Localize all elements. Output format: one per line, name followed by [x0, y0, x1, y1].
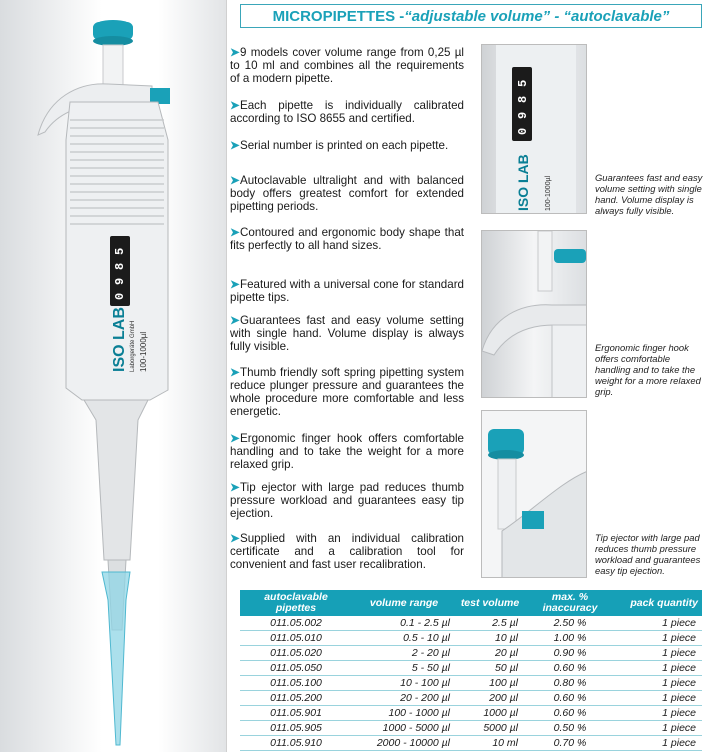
table-row: 011.05.910 2000 - 10000 µl 10 ml 0.70 % 1 piece [240, 736, 702, 751]
table-header-row [240, 590, 702, 616]
feature-item: ➤Serial number is printed on each pipette. [230, 139, 449, 152]
detail-photo-finger-hook [481, 230, 587, 398]
title-subtitle: “adjustable volume” - “autoclavable” [404, 7, 670, 25]
specification-table [240, 590, 702, 751]
arrow-right-icon: ➤ [230, 174, 240, 187]
caption-tip-ejector: Tip ejector with large pad reduces thumb pressure workload and guarantees easy tip ejection. [595, 532, 701, 576]
volume-range-label: 100-1000µl [139, 331, 148, 372]
table-row: 011.05.050 5 - 50 µl 50 µl 0.60 % 1 piece [240, 661, 702, 676]
arrow-right-icon: ➤ [230, 532, 240, 545]
pipette-tip [102, 572, 130, 745]
feature-item: ➤Ergonomic finger hook offers comfortable handling and to take the weight for a more relaxed grip. [230, 432, 464, 471]
feature-item: ➤Contoured and ergonomic body shape that fits perfectly to all hand sizes. [230, 226, 464, 252]
arrow-right-icon: ➤ [230, 278, 240, 291]
svg-text:ISO: ISO [515, 186, 531, 211]
feature-item: ➤Thumb friendly soft spring pipetting system reduce plunger pressure and guarantees the whole procedure more comfortable and less energetic. [230, 366, 464, 418]
svg-text:9: 9 [516, 111, 530, 119]
table-row: 011.05.010 0.5 - 10 µl 10 µl 1.00 % 1 piece [240, 631, 702, 646]
product-image-panel [0, 0, 227, 752]
svg-text:LAB: LAB [515, 154, 531, 183]
caption-volume-display: Guarantees fast and easy volume setting with single hand. Volume display is always fully visible. [595, 172, 703, 216]
arrow-right-icon: ➤ [230, 366, 240, 379]
detail-photo-tip-ejector [481, 410, 587, 578]
table-row: 011.05.020 2 - 20 µl 20 µl 0.90 % 1 piece [240, 646, 702, 661]
feature-item: ➤Guarantees fast and easy volume setting with single hand. Volume display is always fully visible. [230, 314, 464, 353]
pipette-illustration [0, 0, 226, 752]
table-row: 011.05.100 10 - 100 µl 100 µl 0.80 % 1 piece [240, 676, 702, 691]
svg-text:8: 8 [516, 95, 530, 103]
svg-text:100-1000µl: 100-1000µl [545, 175, 552, 211]
detail-photo-volume-display [481, 44, 587, 214]
column-header: test volume [456, 590, 524, 616]
table-row: 011.05.002 0.1 - 2.5 µl 2.5 µl 2.50 % 1 piece [240, 616, 702, 631]
display-digit: 8 [113, 262, 127, 270]
display-digit: 5 [113, 247, 127, 255]
display-digit: 0 [113, 292, 127, 300]
feature-item: ➤Each pipette is individually calibrated according to ISO 8655 and certified. [230, 99, 464, 125]
feature-item: ➤Autoclavable ultralight and with balanced body offers greatest comfort for extended pipetting periods. [230, 174, 464, 213]
arrow-right-icon: ➤ [230, 139, 240, 152]
column-header: volume range [352, 590, 456, 616]
arrow-right-icon: ➤ [230, 314, 240, 327]
brand-company: Laborgeräte GmbH [130, 320, 136, 372]
svg-text:5: 5 [516, 79, 530, 87]
feature-item: ➤9 models cover volume range from 0,25 µl to 10 ml and combines all the requirements of a modern pipette. [230, 46, 464, 85]
page-title [240, 4, 702, 28]
column-header: max. % inaccuracy [524, 590, 616, 616]
feature-item: ➤Featured with a universal cone for standard pipette tips. [230, 278, 464, 304]
display-digit: 9 [113, 277, 127, 285]
svg-text:0: 0 [516, 127, 530, 135]
lower-shaft [84, 400, 148, 560]
column-header: autoclavable pipettes [240, 590, 352, 616]
feature-item: ➤Supplied with an individual calibration certificate and a calibration tool for convenient and fast user recalibration. [230, 532, 464, 571]
caption-finger-hook: Ergonomic finger hook offers comfortable handling and to take the weight for a more relaxed grip. [595, 342, 701, 397]
feature-item: ➤Tip ejector with large pad reduces thumb pressure workload and guarantees easy tip ejection. [230, 481, 464, 520]
title-main: MICROPIPETTES - [272, 7, 405, 25]
arrow-right-icon: ➤ [230, 226, 240, 239]
arrow-right-icon: ➤ [230, 481, 240, 494]
table-row: 011.05.901 100 - 1000 µl 1000 µl 0.60 % 1 piece [240, 706, 702, 721]
arrow-right-icon: ➤ [230, 432, 240, 445]
brand-logo-lab: LAB [111, 307, 128, 340]
column-header: pack quantity [616, 590, 702, 616]
arrow-right-icon: ➤ [230, 99, 240, 112]
table-row: 011.05.200 20 - 200 µl 200 µl 0.60 % 1 piece [240, 691, 702, 706]
brand-logo-iso: ISO [111, 344, 128, 372]
table-row: 011.05.905 1000 - 5000 µl 5000 µl 0.50 % 1 piece [240, 721, 702, 736]
arrow-right-icon: ➤ [230, 46, 240, 59]
